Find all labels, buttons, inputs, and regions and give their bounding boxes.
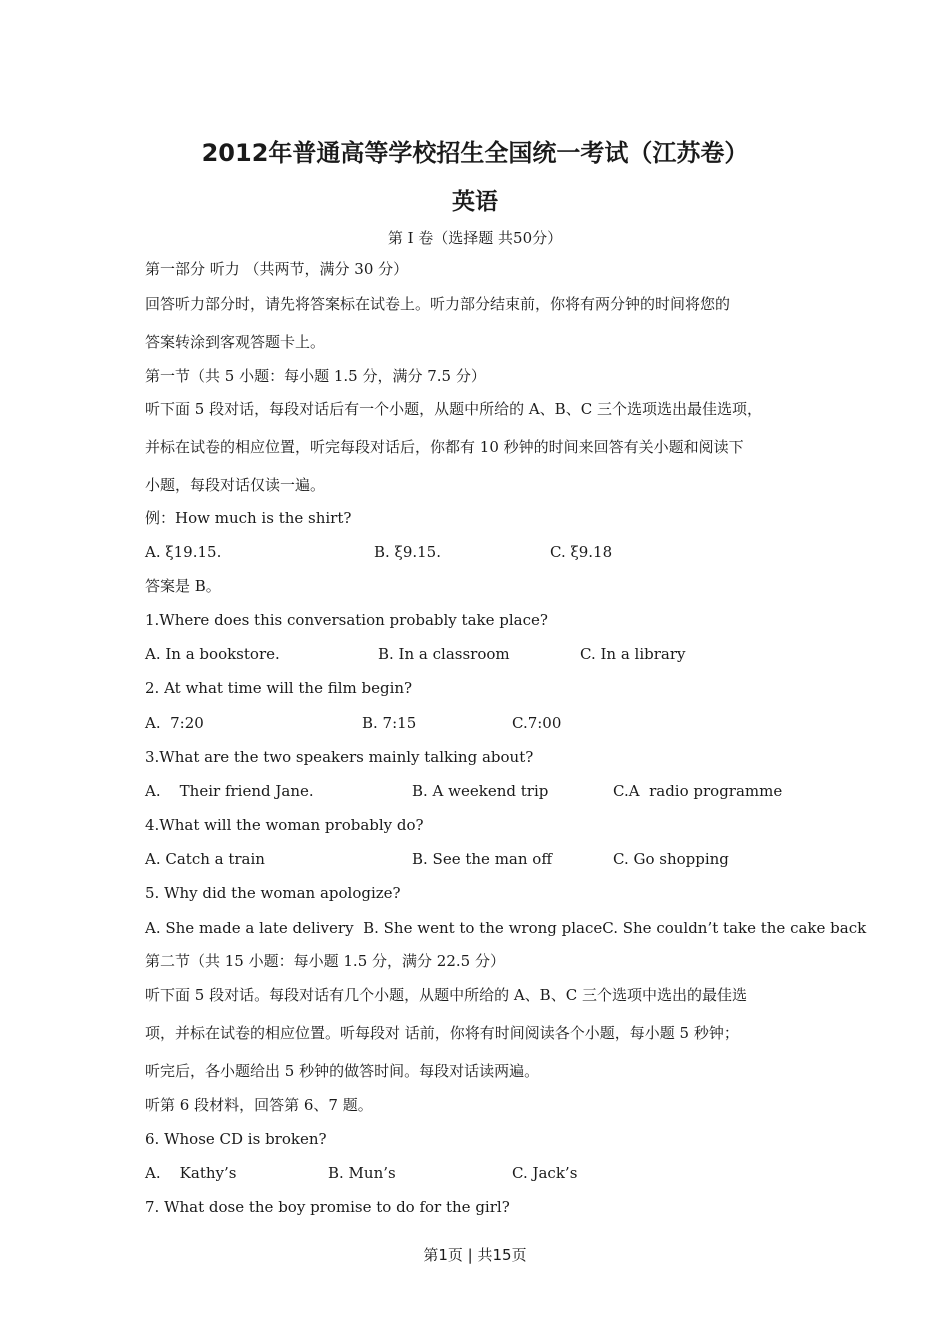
question-2-option-c: C.7:00 <box>512 714 562 732</box>
section1-instruction: 听下面 5 段对话，每段对话后有一个小题，从题中所给的 A、B、C 三个选项选出最佳选项， <box>145 400 762 418</box>
example-answer: 答案是 B。 <box>145 577 221 595</box>
question-1-option-b: B. In a classroom <box>378 645 510 663</box>
material-6-heading: 听第 6 段材料，回答第 6、7 题。 <box>145 1096 373 1114</box>
question-1: 1.Where does this conversation probably take place? <box>145 611 548 629</box>
question-5-options: A. She made a late delivery B. She went to the wrong placeC. She couldn’t take the cake back <box>145 919 867 937</box>
question-2-option-b: B. 7:15 <box>362 714 417 732</box>
question-3-option-b: B. A weekend trip <box>412 782 549 800</box>
question-3-option-c: C.A radio programme <box>613 782 783 800</box>
part1-intro-line: 回答听力部分时，请先将答案标在试卷上。听力部分结束前，你将有两分钟的时间将您的 <box>145 295 731 313</box>
question-6-option-a: A. Kathy’s <box>145 1164 237 1182</box>
example-option-b: B. ξ9.15. <box>374 543 441 561</box>
section2-instruction: 听下面 5 段对话。每段对话有几个小题，从题中所给的 A、B、C 三个选项中选出的最佳选 <box>145 986 747 1004</box>
question-6-option-b: B. Mun’s <box>328 1164 396 1182</box>
question-2-option-a: A. 7:20 <box>145 714 204 732</box>
part1-intro-line: 答案转涂到客观答题卡上。 <box>145 333 326 351</box>
question-5: 5. Why did the woman apologize? <box>145 884 401 902</box>
section2-heading: 第二节（共 15 小题：每小题 1.5 分，满分 22.5 分） <box>145 952 505 970</box>
section2-instruction: 项，并标在试卷的相应位置。听每段对 话前，你将有时间阅读各个小题，每小题 5 秒钟； <box>145 1024 739 1042</box>
question-4-option-b: B. See the man off <box>412 850 552 868</box>
question-1-option-c: C. In a library <box>580 645 686 663</box>
volume-heading: 第 I 卷（选择题 共50分） <box>387 229 563 247</box>
question-3-option-a: A. Their friend Jane. <box>145 782 314 800</box>
question-6-option-c: C. Jack’s <box>512 1164 578 1182</box>
page-title: 2012年普通高等学校招生全国统一考试（江苏卷） <box>201 139 749 167</box>
section1-heading: 第一节（共 5 小题：每小题 1.5 分，满分 7.5 分） <box>145 367 486 385</box>
question-6: 6. Whose CD is broken? <box>145 1130 327 1148</box>
subject-title: 英语 <box>452 189 498 215</box>
section2-instruction: 听完后，各小题给出 5 秒钟的做答时间。每段对话读两遍。 <box>145 1062 540 1080</box>
question-2: 2. At what time will the film begin? <box>145 679 413 697</box>
section1-instruction: 并标在试卷的相应位置，听完每段对话后，你都有 10 秒钟的时间来回答有关小题和阅读下 <box>145 438 744 456</box>
page-footer: 第1页 | 共15页 <box>423 1246 527 1264</box>
question-1-option-a: A. In a bookstore. <box>145 645 280 663</box>
example-question: 例：How much is the shirt? <box>145 509 352 527</box>
example-option-c: C. ξ9.18 <box>550 543 613 561</box>
example-option-a: A. ξ19.15. <box>145 543 222 561</box>
question-3: 3.What are the two speakers mainly talking about? <box>145 748 534 766</box>
question-4-option-a: A. Catch a train <box>145 850 265 868</box>
part1-heading: 第一部分 听力 （共两节，满分 30 分） <box>145 260 409 278</box>
question-7: 7. What dose the boy promise to do for the girl? <box>145 1198 510 1216</box>
section1-instruction: 小题，每段对话仅读一遍。 <box>145 476 326 494</box>
question-4-option-c: C. Go shopping <box>613 850 729 868</box>
question-4: 4.What will the woman probably do? <box>145 816 424 834</box>
